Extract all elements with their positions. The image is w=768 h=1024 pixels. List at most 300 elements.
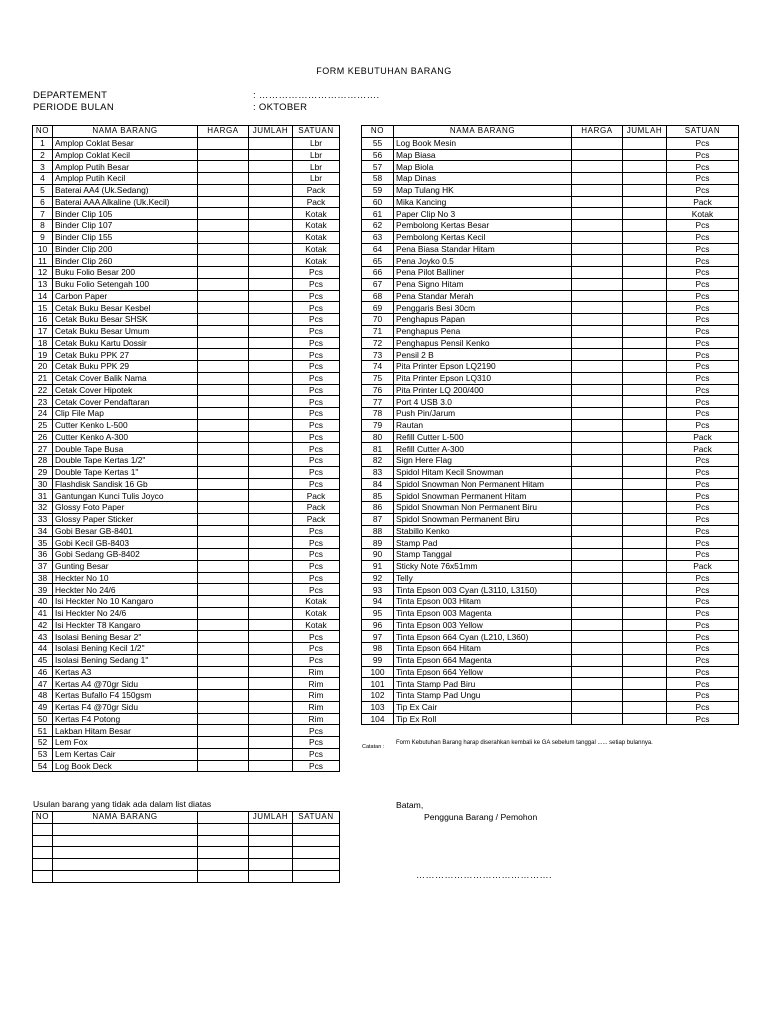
item-quantity-cell[interactable] — [623, 184, 667, 196]
item-quantity-cell[interactable] — [249, 537, 293, 549]
item-no: 101 — [362, 678, 394, 690]
table-row — [33, 196, 340, 208]
item-price-cell[interactable] — [198, 537, 249, 549]
item-quantity-cell[interactable] — [249, 725, 293, 737]
item-price-cell[interactable] — [572, 701, 623, 713]
item-quantity-cell[interactable] — [623, 149, 667, 161]
item-quantity-cell[interactable] — [249, 325, 293, 337]
item-name: Cetak Cover Hipotek — [53, 384, 198, 396]
item-price-cell[interactable] — [198, 466, 249, 478]
item-price-cell[interactable] — [198, 384, 249, 396]
item-price-cell[interactable] — [572, 384, 623, 396]
item-price-cell[interactable] — [198, 231, 249, 243]
item-quantity-cell[interactable] — [623, 678, 667, 690]
item-name: Stamp Tanggal — [394, 549, 572, 561]
item-quantity-cell[interactable] — [623, 337, 667, 349]
item-quantity-cell[interactable] — [623, 384, 667, 396]
note-text: Form Kebutuhan Barang harap diserahkan kembali ke GA sebelum tanggal ...... setiap bulannya. — [396, 740, 653, 746]
item-no: 10 — [33, 243, 53, 255]
proposal-unit-cell[interactable] — [293, 835, 340, 847]
item-quantity-cell[interactable] — [249, 584, 293, 596]
item-quantity-cell[interactable] — [249, 737, 293, 749]
item-no: 19 — [33, 349, 53, 361]
item-name: Pena Joyko 0.5 — [394, 255, 572, 267]
proposal-blank-cell[interactable] — [198, 847, 249, 859]
proposal-unit-cell[interactable] — [293, 859, 340, 871]
item-price-cell[interactable] — [198, 584, 249, 596]
item-quantity-cell[interactable] — [249, 337, 293, 349]
item-quantity-cell[interactable] — [249, 372, 293, 384]
proposal-quantity-cell[interactable] — [249, 847, 293, 859]
item-quantity-cell[interactable] — [623, 161, 667, 173]
item-price-cell[interactable] — [198, 314, 249, 326]
item-quantity-cell[interactable] — [249, 643, 293, 655]
item-quantity-cell[interactable] — [623, 396, 667, 408]
item-price-cell[interactable] — [198, 408, 249, 420]
item-quantity-cell[interactable] — [249, 502, 293, 514]
item-quantity-cell[interactable] — [623, 466, 667, 478]
item-no: 65 — [362, 255, 394, 267]
item-price-cell[interactable] — [572, 173, 623, 185]
proposal-heading: Usulan barang yang tidak ada dalam list diatas — [33, 799, 212, 809]
item-price-cell[interactable] — [572, 314, 623, 326]
item-name: Tinta Epson 664 Hitam — [394, 643, 572, 655]
item-quantity-cell[interactable] — [623, 231, 667, 243]
item-price-cell[interactable] — [198, 196, 249, 208]
item-quantity-cell[interactable] — [623, 137, 667, 149]
item-quantity-cell[interactable] — [249, 361, 293, 373]
item-price-cell[interactable] — [198, 760, 249, 772]
item-price-cell[interactable] — [572, 267, 623, 279]
item-quantity-cell[interactable] — [249, 443, 293, 455]
item-price-cell[interactable] — [198, 572, 249, 584]
item-price-cell[interactable] — [572, 196, 623, 208]
item-quantity-cell[interactable] — [249, 243, 293, 255]
item-quantity-cell[interactable] — [249, 455, 293, 467]
item-price-cell[interactable] — [572, 396, 623, 408]
item-price-cell[interactable] — [572, 666, 623, 678]
item-quantity-cell[interactable] — [623, 701, 667, 713]
item-price-cell[interactable] — [198, 596, 249, 608]
item-quantity-cell[interactable] — [249, 396, 293, 408]
item-no: 92 — [362, 572, 394, 584]
item-price-cell[interactable] — [572, 466, 623, 478]
item-quantity-cell[interactable] — [623, 455, 667, 467]
item-name: Spidol Snowman Permanent Biru — [394, 513, 572, 525]
item-quantity-cell[interactable] — [623, 490, 667, 502]
item-quantity-cell[interactable] — [249, 278, 293, 290]
item-quantity-cell[interactable] — [623, 619, 667, 631]
item-quantity-cell[interactable] — [623, 208, 667, 220]
item-quantity-cell[interactable] — [249, 161, 293, 173]
item-price-cell[interactable] — [198, 643, 249, 655]
item-quantity-cell[interactable] — [249, 314, 293, 326]
department-value[interactable]: : ………………………………. — [253, 90, 380, 101]
item-quantity-cell[interactable] — [249, 255, 293, 267]
item-quantity-cell[interactable] — [623, 560, 667, 572]
item-price-cell[interactable] — [198, 243, 249, 255]
proposal-unit-cell[interactable] — [293, 870, 340, 882]
item-price-cell[interactable] — [572, 361, 623, 373]
item-quantity-cell[interactable] — [623, 267, 667, 279]
item-quantity-cell[interactable] — [249, 419, 293, 431]
item-unit: Kotak — [293, 619, 340, 631]
item-quantity-cell[interactable] — [623, 631, 667, 643]
item-quantity-cell[interactable] — [623, 325, 667, 337]
item-quantity-cell[interactable] — [249, 290, 293, 302]
item-unit: Pack — [293, 196, 340, 208]
item-name: Rautan — [394, 419, 572, 431]
item-quantity-cell[interactable] — [623, 502, 667, 514]
item-unit: Pcs — [293, 549, 340, 561]
item-quantity-cell[interactable] — [623, 666, 667, 678]
item-quantity-cell[interactable] — [623, 584, 667, 596]
item-price-cell[interactable] — [198, 419, 249, 431]
col-nama-barang: NAMA BARANG — [53, 126, 198, 138]
item-price-cell[interactable] — [572, 455, 623, 467]
item-price-cell[interactable] — [572, 231, 623, 243]
item-unit: Pcs — [667, 231, 739, 243]
item-name: Buku Folio Setengah 100 — [53, 278, 198, 290]
item-price-cell[interactable] — [572, 431, 623, 443]
item-quantity-cell[interactable] — [249, 525, 293, 537]
item-price-cell[interactable] — [198, 255, 249, 267]
item-quantity-cell[interactable] — [249, 149, 293, 161]
item-quantity-cell[interactable] — [249, 431, 293, 443]
item-name: Tinta Epson 664 Magenta — [394, 654, 572, 666]
item-no: 15 — [33, 302, 53, 314]
proposal-quantity-cell[interactable] — [249, 823, 293, 835]
proposal-quantity-cell[interactable] — [249, 870, 293, 882]
item-price-cell[interactable] — [198, 549, 249, 561]
item-quantity-cell[interactable] — [623, 419, 667, 431]
item-quantity-cell[interactable] — [623, 361, 667, 373]
item-price-cell[interactable] — [572, 161, 623, 173]
item-quantity-cell[interactable] — [623, 549, 667, 561]
item-quantity-cell[interactable] — [623, 349, 667, 361]
item-name: Refill Cutter A-300 — [394, 443, 572, 455]
item-price-cell[interactable] — [198, 325, 249, 337]
item-quantity-cell[interactable] — [623, 607, 667, 619]
item-quantity-cell[interactable] — [249, 231, 293, 243]
item-price-cell[interactable] — [198, 525, 249, 537]
proposal-no-cell[interactable] — [33, 870, 53, 882]
item-quantity-cell[interactable] — [249, 196, 293, 208]
item-price-cell[interactable] — [198, 619, 249, 631]
item-price-cell[interactable] — [198, 666, 249, 678]
item-name: Heckter No 10 — [53, 572, 198, 584]
table-row — [33, 161, 340, 173]
item-price-cell[interactable] — [198, 478, 249, 490]
item-unit: Pcs — [293, 384, 340, 396]
item-quantity-cell[interactable] — [249, 596, 293, 608]
item-quantity-cell[interactable] — [623, 255, 667, 267]
item-quantity-cell[interactable] — [623, 243, 667, 255]
table-row — [362, 290, 739, 302]
item-price-cell[interactable] — [572, 208, 623, 220]
proposal-unit-cell[interactable] — [293, 847, 340, 859]
item-price-cell[interactable] — [572, 243, 623, 255]
proposal-blank-cell[interactable] — [198, 859, 249, 871]
item-price-cell[interactable] — [198, 690, 249, 702]
item-price-cell[interactable] — [572, 572, 623, 584]
item-price-cell[interactable] — [572, 513, 623, 525]
item-quantity-cell[interactable] — [623, 525, 667, 537]
item-quantity-cell[interactable] — [623, 196, 667, 208]
table-row — [33, 725, 340, 737]
item-price-cell[interactable] — [572, 419, 623, 431]
item-quantity-cell[interactable] — [623, 431, 667, 443]
item-name: Gobi Besar GB-8401 — [53, 525, 198, 537]
item-price-cell[interactable] — [572, 502, 623, 514]
proposal-no-cell[interactable] — [33, 823, 53, 835]
table-row — [362, 690, 739, 702]
item-name: Baterai AAA Alkaline (Uk.Kecil) — [53, 196, 198, 208]
table-row — [362, 408, 739, 420]
proposal-blank-cell[interactable] — [198, 835, 249, 847]
item-quantity-cell[interactable] — [623, 654, 667, 666]
item-quantity-cell[interactable] — [249, 173, 293, 185]
item-name: Isolasi Bening Besar 2" — [53, 631, 198, 643]
item-quantity-cell[interactable] — [623, 372, 667, 384]
item-quantity-cell[interactable] — [249, 760, 293, 772]
item-quantity-cell[interactable] — [249, 208, 293, 220]
item-price-cell[interactable] — [198, 337, 249, 349]
item-quantity-cell[interactable] — [249, 572, 293, 584]
col-no: NO — [33, 126, 53, 138]
item-quantity-cell[interactable] — [623, 690, 667, 702]
proposal-table — [32, 811, 340, 883]
item-name: Tinta Epson 664 Cyan (L210, L360) — [394, 631, 572, 643]
item-quantity-cell[interactable] — [249, 220, 293, 232]
item-price-cell[interactable] — [572, 137, 623, 149]
proposal-name-cell[interactable] — [53, 847, 198, 859]
item-name: Pita Printer Epson LQ2190 — [394, 361, 572, 373]
left-table-header — [33, 126, 340, 138]
item-price-cell[interactable] — [198, 560, 249, 572]
item-price-cell[interactable] — [198, 173, 249, 185]
proposal-name-cell[interactable] — [53, 823, 198, 835]
item-quantity-cell[interactable] — [249, 560, 293, 572]
item-name: Spidol Snowman Non Permanent Biru — [394, 502, 572, 514]
item-price-cell[interactable] — [198, 220, 249, 232]
item-price-cell[interactable] — [198, 208, 249, 220]
item-quantity-cell[interactable] — [623, 278, 667, 290]
item-name: Tinta Epson 003 Cyan (L3110, L3150) — [394, 584, 572, 596]
item-price-cell[interactable] — [572, 713, 623, 725]
item-price-cell[interactable] — [572, 619, 623, 631]
item-quantity-cell[interactable] — [249, 666, 293, 678]
item-no: 13 — [33, 278, 53, 290]
table-row — [362, 513, 739, 525]
item-quantity-cell[interactable] — [623, 290, 667, 302]
item-quantity-cell[interactable] — [623, 643, 667, 655]
item-price-cell[interactable] — [198, 490, 249, 502]
item-price-cell[interactable] — [198, 654, 249, 666]
item-price-cell[interactable] — [198, 678, 249, 690]
item-price-cell[interactable] — [572, 643, 623, 655]
item-quantity-cell[interactable] — [249, 267, 293, 279]
item-price-cell[interactable] — [572, 337, 623, 349]
item-price-cell[interactable] — [572, 654, 623, 666]
proposal-no-cell[interactable] — [33, 847, 53, 859]
item-price-cell[interactable] — [198, 349, 249, 361]
item-quantity-cell[interactable] — [249, 408, 293, 420]
proposal-no-cell[interactable] — [33, 835, 53, 847]
table-row — [362, 419, 739, 431]
item-price-cell[interactable] — [572, 325, 623, 337]
item-price-cell[interactable] — [572, 584, 623, 596]
item-quantity-cell[interactable] — [249, 713, 293, 725]
item-quantity-cell[interactable] — [249, 490, 293, 502]
item-quantity-cell[interactable] — [249, 607, 293, 619]
table-row — [362, 701, 739, 713]
proposal-unit-cell[interactable] — [293, 823, 340, 835]
item-price-cell[interactable] — [198, 502, 249, 514]
item-quantity-cell[interactable] — [249, 184, 293, 196]
item-quantity-cell[interactable] — [249, 349, 293, 361]
item-quantity-cell[interactable] — [623, 596, 667, 608]
proposal-name-cell[interactable] — [53, 870, 198, 882]
item-quantity-cell[interactable] — [623, 302, 667, 314]
item-quantity-cell[interactable] — [623, 572, 667, 584]
item-price-cell[interactable] — [198, 713, 249, 725]
item-price-cell[interactable] — [572, 443, 623, 455]
item-quantity-cell[interactable] — [249, 748, 293, 760]
item-no: 73 — [362, 349, 394, 361]
item-quantity-cell[interactable] — [249, 478, 293, 490]
item-quantity-cell[interactable] — [249, 701, 293, 713]
item-price-cell[interactable] — [198, 431, 249, 443]
item-price-cell[interactable] — [572, 255, 623, 267]
item-price-cell[interactable] — [572, 678, 623, 690]
item-price-cell[interactable] — [198, 372, 249, 384]
item-price-cell[interactable] — [198, 161, 249, 173]
item-price-cell[interactable] — [572, 290, 623, 302]
item-price-cell[interactable] — [198, 184, 249, 196]
item-price-cell[interactable] — [572, 478, 623, 490]
item-price-cell[interactable] — [198, 748, 249, 760]
item-quantity-cell[interactable] — [249, 513, 293, 525]
item-name: Penghapus Pena — [394, 325, 572, 337]
item-price-cell[interactable] — [198, 725, 249, 737]
proposal-blank-cell[interactable] — [198, 823, 249, 835]
item-no: 6 — [33, 196, 53, 208]
item-price-cell[interactable] — [198, 513, 249, 525]
item-price-cell[interactable] — [572, 596, 623, 608]
item-price-cell[interactable] — [198, 455, 249, 467]
item-quantity-cell[interactable] — [249, 384, 293, 396]
item-price-cell[interactable] — [198, 290, 249, 302]
proposal-quantity-cell[interactable] — [249, 835, 293, 847]
item-price-cell[interactable] — [198, 302, 249, 314]
item-quantity-cell[interactable] — [249, 678, 293, 690]
proposal-name-cell[interactable] — [53, 859, 198, 871]
item-no: 62 — [362, 220, 394, 232]
proposal-no-cell[interactable] — [33, 859, 53, 871]
item-no: 49 — [33, 701, 53, 713]
item-quantity-cell[interactable] — [249, 549, 293, 561]
signature-place: Batam, — [396, 800, 424, 810]
signature-line[interactable]: ……………………………………. — [416, 870, 553, 880]
item-price-cell[interactable] — [572, 690, 623, 702]
item-price-cell[interactable] — [572, 537, 623, 549]
item-quantity-cell[interactable] — [623, 220, 667, 232]
item-quantity-cell[interactable] — [623, 478, 667, 490]
item-quantity-cell[interactable] — [623, 513, 667, 525]
item-name: Pena Signo Hitam — [394, 278, 572, 290]
item-price-cell[interactable] — [572, 607, 623, 619]
item-name: Binder Clip 107 — [53, 220, 198, 232]
item-quantity-cell[interactable] — [249, 690, 293, 702]
item-quantity-cell[interactable] — [249, 631, 293, 643]
item-no: 60 — [362, 196, 394, 208]
item-price-cell[interactable] — [572, 408, 623, 420]
item-quantity-cell[interactable] — [623, 443, 667, 455]
item-price-cell[interactable] — [572, 525, 623, 537]
item-price-cell[interactable] — [572, 220, 623, 232]
item-quantity-cell[interactable] — [623, 537, 667, 549]
item-price-cell[interactable] — [572, 149, 623, 161]
proposal-name-cell[interactable] — [53, 835, 198, 847]
item-quantity-cell[interactable] — [249, 466, 293, 478]
item-quantity-cell[interactable] — [249, 619, 293, 631]
item-price-cell[interactable] — [572, 490, 623, 502]
item-quantity-cell[interactable] — [623, 314, 667, 326]
item-price-cell[interactable] — [198, 701, 249, 713]
item-price-cell[interactable] — [198, 443, 249, 455]
item-quantity-cell[interactable] — [623, 713, 667, 725]
item-price-cell[interactable] — [198, 278, 249, 290]
item-no: 80 — [362, 431, 394, 443]
item-quantity-cell[interactable] — [249, 302, 293, 314]
item-unit: Pcs — [667, 607, 739, 619]
item-price-cell[interactable] — [572, 278, 623, 290]
item-unit: Pcs — [667, 173, 739, 185]
item-quantity-cell[interactable] — [623, 173, 667, 185]
item-price-cell[interactable] — [572, 560, 623, 572]
item-price-cell[interactable] — [198, 607, 249, 619]
item-quantity-cell[interactable] — [249, 137, 293, 149]
item-price-cell[interactable] — [198, 361, 249, 373]
item-price-cell[interactable] — [198, 631, 249, 643]
item-price-cell[interactable] — [198, 137, 249, 149]
item-price-cell[interactable] — [198, 737, 249, 749]
item-quantity-cell[interactable] — [623, 408, 667, 420]
item-name: Refill Cutter L-500 — [394, 431, 572, 443]
item-price-cell[interactable] — [572, 184, 623, 196]
item-unit: Pcs — [293, 278, 340, 290]
item-price-cell[interactable] — [198, 149, 249, 161]
item-price-cell[interactable] — [572, 549, 623, 561]
item-price-cell[interactable] — [572, 349, 623, 361]
item-name: Isolasi Bening Sedang 1" — [53, 654, 198, 666]
item-price-cell[interactable] — [198, 267, 249, 279]
item-name: Carbon Paper — [53, 290, 198, 302]
item-price-cell[interactable] — [572, 372, 623, 384]
item-price-cell[interactable] — [198, 396, 249, 408]
item-quantity-cell[interactable] — [249, 654, 293, 666]
item-unit: Pcs — [667, 384, 739, 396]
item-price-cell[interactable] — [572, 631, 623, 643]
item-no: 54 — [33, 760, 53, 772]
item-no: 5 — [33, 184, 53, 196]
proposal-blank-cell[interactable] — [198, 870, 249, 882]
item-no: 26 — [33, 431, 53, 443]
item-unit: Pcs — [667, 290, 739, 302]
proposal-quantity-cell[interactable] — [249, 859, 293, 871]
item-price-cell[interactable] — [572, 302, 623, 314]
